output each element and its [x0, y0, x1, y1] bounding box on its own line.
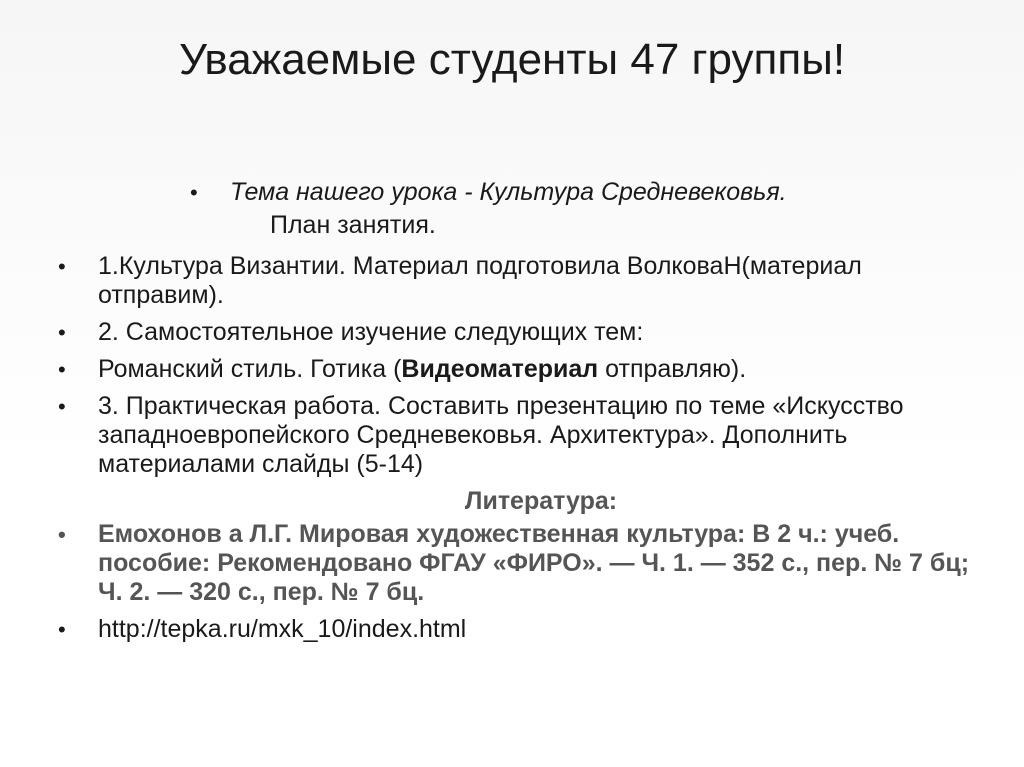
literature-text: Емохонов а Л.Г. Мировая художественная культура: В 2 ч.: учеб. пособие: Рекомендовано ФГАУ «ФИРО». — Ч. 1. — 352 с., пер. № 7 бц; Ч. 2. — 320 с., пер. № 7 бц. — [98, 520, 970, 606]
slide-title: Уважаемые студенты 47 группы! — [178, 35, 846, 84]
bullet-list-main — [56, 252, 986, 479]
bullet-icon: • — [58, 357, 66, 382]
bullet-list — [56, 178, 986, 207]
bullet-icon: • — [190, 180, 198, 205]
list-item-romanesque — [56, 355, 986, 384]
item-text: 2. Самостоятельное изучение следующих тем: — [98, 318, 644, 346]
topic-item — [56, 178, 986, 207]
bullet-icon: • — [58, 617, 66, 642]
topic-text: Тема нашего урока - Культура Средневековья. — [230, 178, 787, 206]
list-item-practical — [56, 392, 986, 479]
bullet-icon: • — [58, 254, 66, 279]
literature-heading: Литература: — [464, 487, 618, 515]
bullet-icon: • — [58, 320, 66, 345]
resource-link[interactable]: http://tepka.ru/mxk_10/index.html — [98, 615, 467, 643]
bullet-icon: • — [58, 522, 66, 547]
literature-item — [56, 520, 986, 607]
list-item — [56, 252, 986, 310]
practical-text: 3. Практическая работа. Составить презентацию по теме «Искусство западноевропейского Средневековья. Архитектура». Дополнить материалами слайды (5-14) — [98, 392, 904, 478]
bullet-icon: • — [58, 394, 66, 419]
list-item — [56, 318, 986, 347]
romanesque-text-before: Романский стиль. Готика ( — [98, 355, 402, 383]
plan-label: План занятия. — [270, 211, 436, 239]
video-material-bold: Видеоматериал — [401, 355, 599, 383]
slide-content — [56, 178, 986, 652]
item-text: 1.Культура Византии. Материал подготовила ВолковаН(материал отправим). — [98, 252, 862, 309]
bullet-list-literature — [56, 520, 986, 644]
link-item — [56, 615, 986, 644]
romanesque-text-after: отправляю). — [598, 355, 747, 383]
